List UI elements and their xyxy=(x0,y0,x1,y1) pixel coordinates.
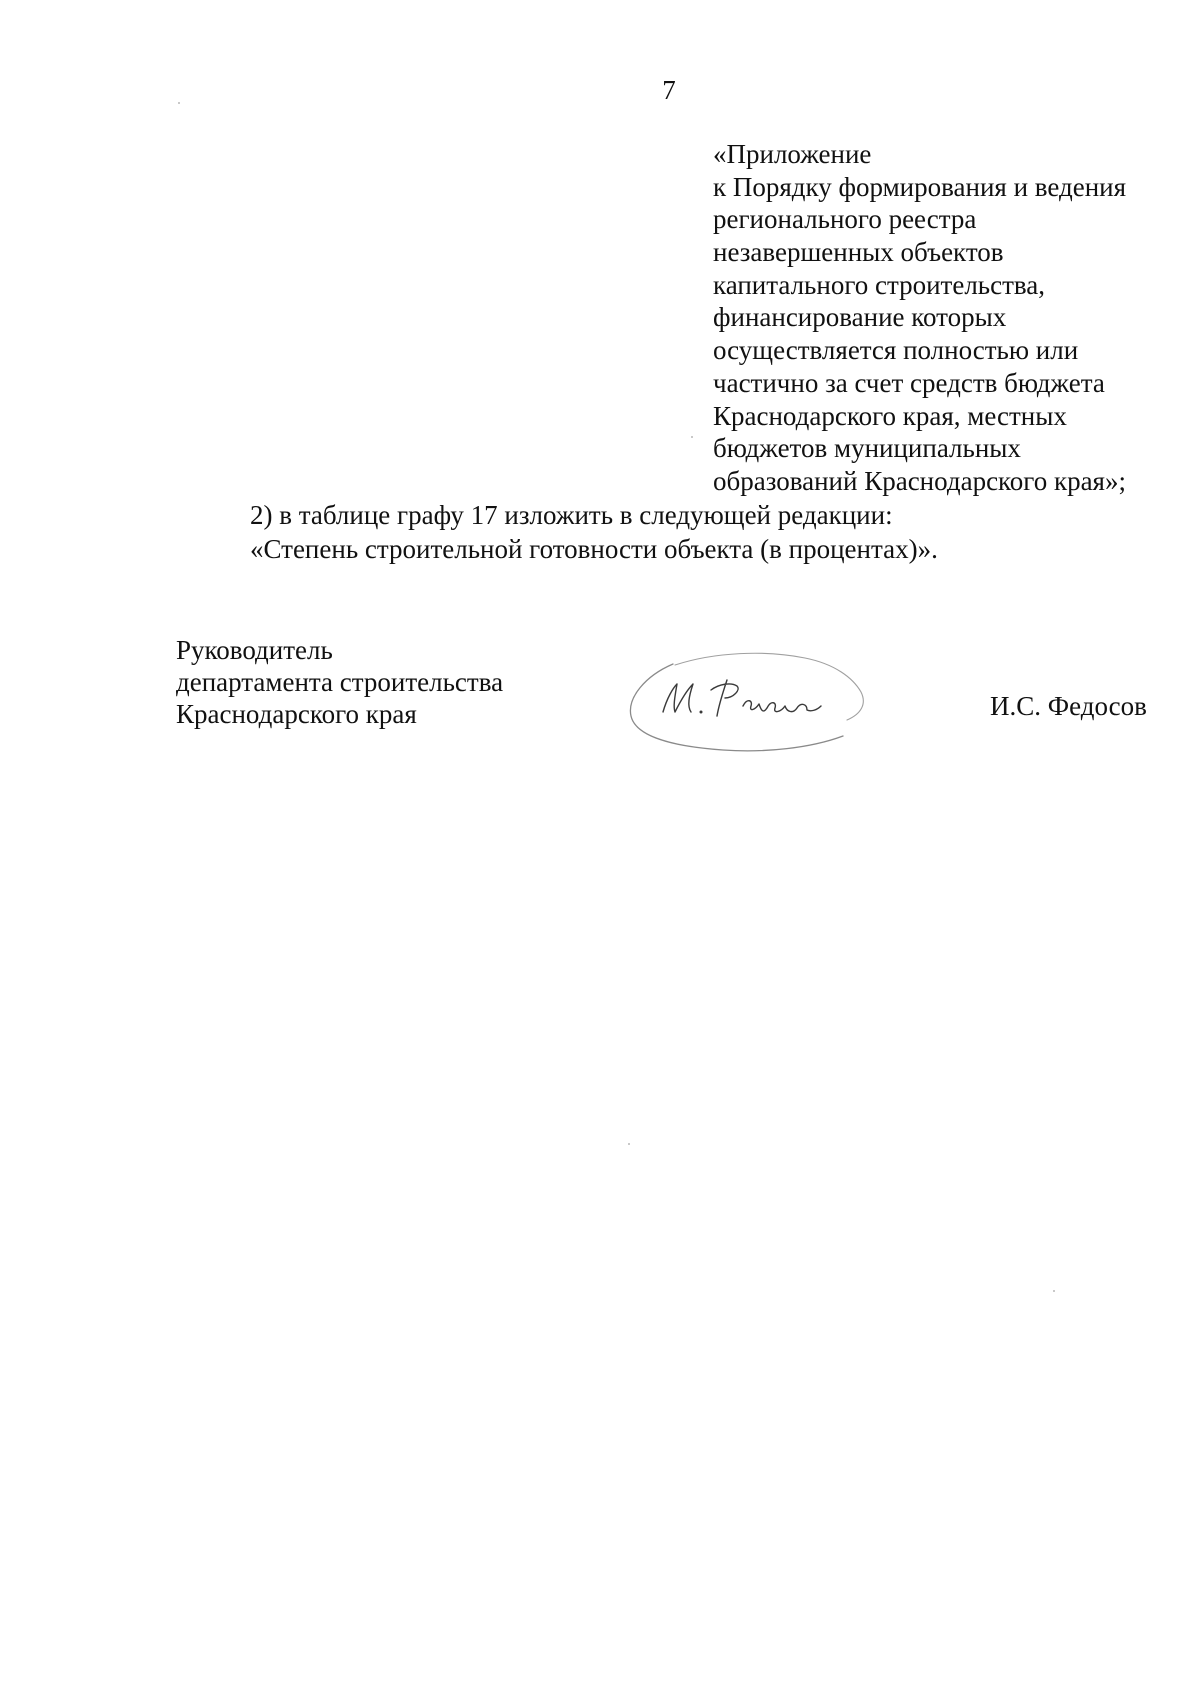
signatory-title-line: департамента строительства xyxy=(176,667,504,697)
page-number: 7 xyxy=(662,75,676,105)
appendix-heading xyxy=(713,138,1126,498)
signatory-title-line: Руководитель xyxy=(176,635,333,665)
appendix-line: финансирование которых xyxy=(713,302,1007,333)
appendix-line: регионального реестра xyxy=(713,204,977,235)
scan-speck xyxy=(178,102,180,104)
amendment-line: 2) в таблице графу 17 изложить в следующей редакции: xyxy=(250,500,893,530)
appendix-line: образований Краснодарского края»; xyxy=(713,465,1126,496)
signatory-name: И.С. Федосов xyxy=(990,691,1147,721)
appendix-line: Краснодарского края, местных xyxy=(713,400,1067,431)
appendix-line: незавершенных объектов xyxy=(713,237,1004,268)
signatory-title xyxy=(176,634,503,730)
signature-oval-upper xyxy=(675,653,863,720)
scan-speck xyxy=(628,1143,630,1145)
appendix-line: «Приложение xyxy=(713,139,872,169)
signature-initial xyxy=(663,684,693,712)
amendment-text xyxy=(250,498,938,566)
appendix-line: осуществляется полностью или xyxy=(713,335,1079,366)
signature-drawing xyxy=(615,650,885,760)
appendix-line: бюджетов муниципальных xyxy=(713,433,1021,464)
appendix-line: частично за счет средств бюджета xyxy=(713,367,1105,398)
scan-speck xyxy=(1053,1290,1055,1292)
appendix-line: капитального строительства, xyxy=(713,269,1046,300)
scan-speck xyxy=(691,436,693,438)
signature-surname xyxy=(711,680,821,716)
signature-dot xyxy=(700,711,703,714)
signatory-title-line: Краснодарского края xyxy=(176,699,417,729)
appendix-line: к Порядку формирования и ведения xyxy=(713,171,1127,202)
handwritten-signature xyxy=(615,650,885,760)
amendment-line: «Степень строительной готовности объекта (в процентах)». xyxy=(250,534,938,564)
signature-oval-lower xyxy=(630,664,843,751)
